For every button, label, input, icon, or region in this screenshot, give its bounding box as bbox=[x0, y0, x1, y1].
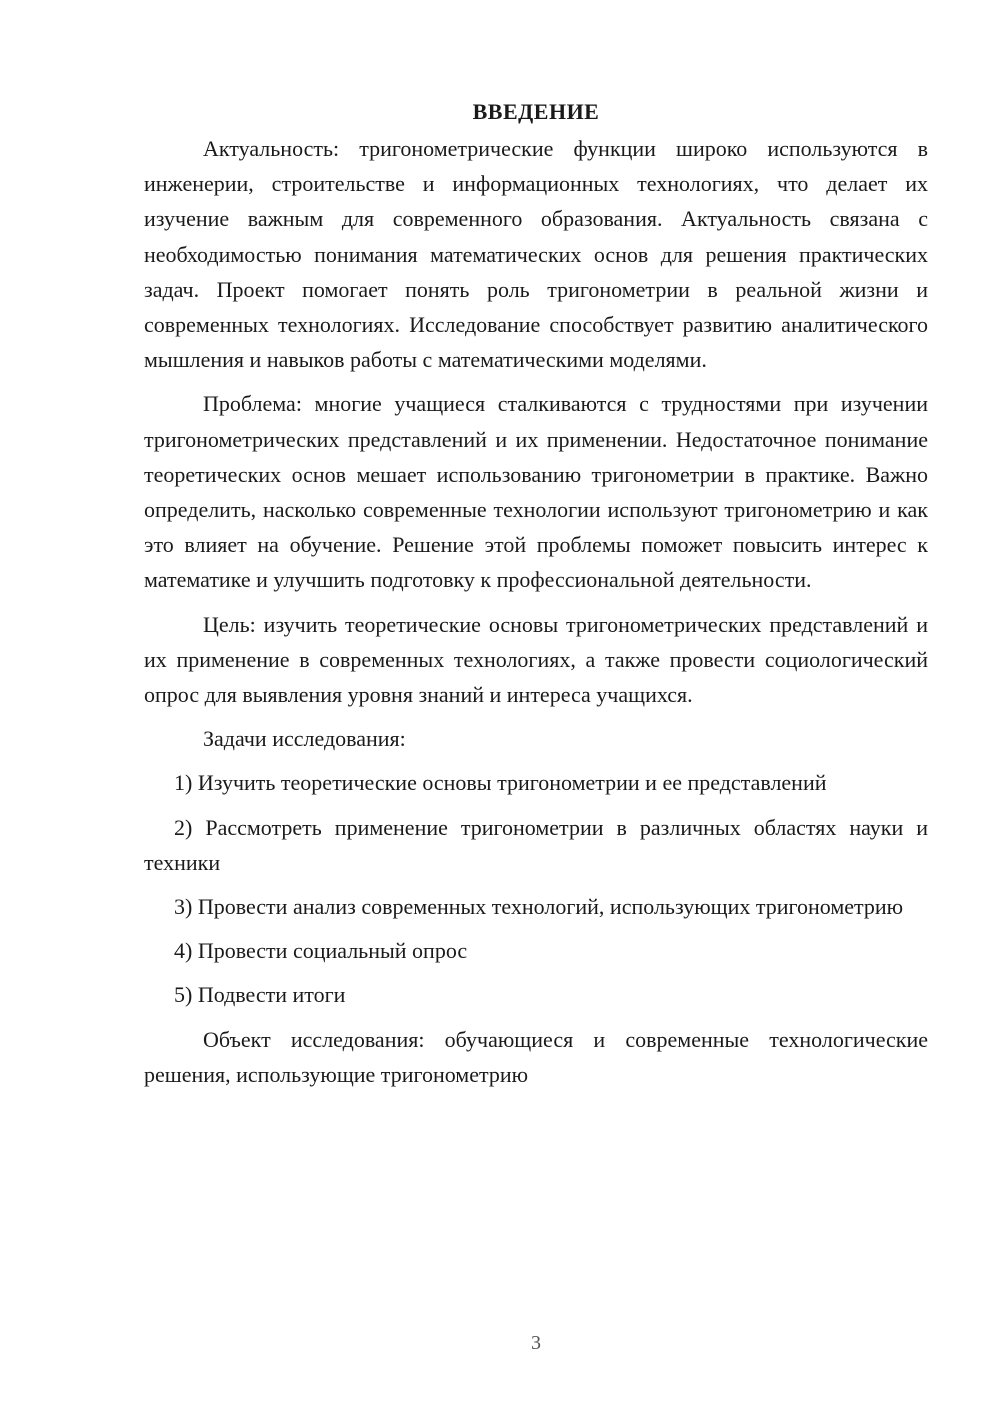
page-number: 3 bbox=[531, 1332, 541, 1354]
tasks-heading: Задачи исследования: bbox=[203, 726, 406, 752]
paragraph-relevance: Актуальность: тригонометрические функции широко используются в инженерии, строительстве и информационных технологиях, что делает их изучение важным для современного образования. Актуальность связана с необходимостью понимания математических основ для решения практических задач. Проект помогает понять роль тригонометрии в реальной жизни и современных технологиях. Исследование способствует развитию аналитического мышления и навыков работы с математическими моделями. bbox=[144, 136, 928, 373]
paragraph-object: Объект исследования: обучающиеся и современные технологические решения, использующие тригонометрию bbox=[144, 1026, 928, 1087]
page-content bbox=[144, 94, 928, 1101]
task-item-1: 1) Изучить теоретические основы тригонометрии и ее представлений bbox=[174, 770, 827, 796]
task-item-4: 4) Провести социальный опрос bbox=[174, 938, 468, 964]
task-item-3: 3) Провести анализ современных технологий, использующих тригонометрию bbox=[174, 894, 904, 920]
section-heading: ВВЕДЕНИЕ bbox=[472, 99, 600, 124]
task-item-2: 2) Рассмотреть применение тригонометрии в различных областях науки и техники bbox=[144, 814, 928, 875]
paragraph-goal: Цель: изучить теоретические основы тригонометрических представлений и их применение в современных технологиях, а также провести социологический опрос для выявления уровня знаний и интереса учащихся. bbox=[144, 611, 928, 708]
paragraph-problem: Проблема: многие учащиеся сталкиваются с трудностями при изучении тригонометрических представлений и их применении. Недостаточное понимание теоретических основ мешает использованию тригонометрии в практике. Важно определить, насколько современные технологии используют тригонометрию и как это влияет на обучение. Решение этой проблемы поможет повысить интерес к математике и улучшить подготовку к профессиональной деятельности. bbox=[144, 391, 928, 593]
task-item-5: 5) Подвести итоги bbox=[174, 982, 346, 1008]
